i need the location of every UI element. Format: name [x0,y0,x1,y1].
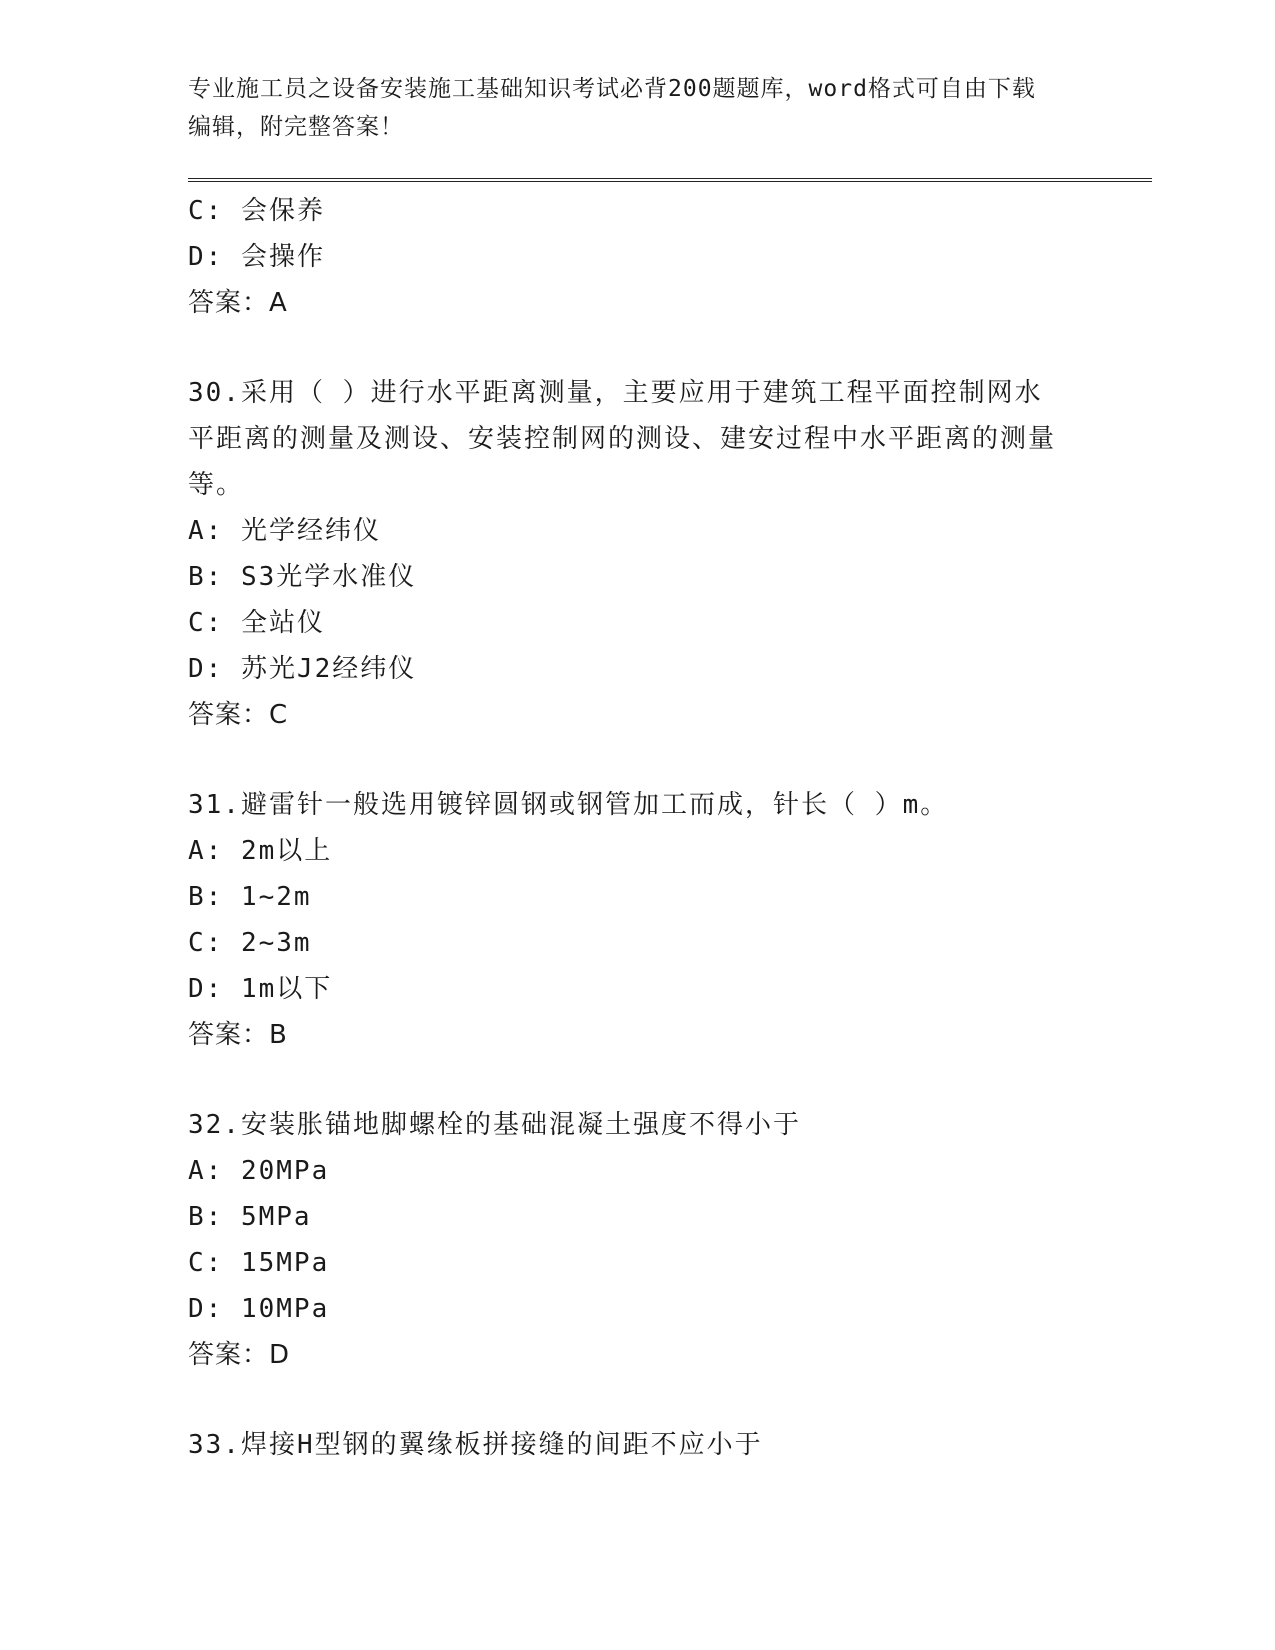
question-31 [188,782,1068,1058]
option-c: C: 会保养 [188,196,325,226]
header-divider [188,178,1152,182]
spacer [188,738,1068,782]
question-text: 33.焊接H型钢的翼缘板拼接缝的间距不应小于 [188,1430,763,1460]
question-list [188,188,1068,1468]
answer: 答案：A [188,288,288,318]
document-header [188,70,1088,146]
spacer [188,1378,1068,1422]
question-29-tail [188,188,1068,326]
question-text: 31.避雷针一般选用镀锌圆钢或钢管加工而成，针长（ ）m。 [188,790,949,820]
option-a: A: 20MPa [188,1156,330,1186]
answer: 答案：B [188,1020,288,1050]
option-c: C: 全站仪 [188,608,325,638]
option-a: A: 2m以上 [188,836,333,866]
option-a: A: 光学经纬仪 [188,516,381,546]
option-c: C: 15MPa [188,1248,330,1278]
question-33 [188,1422,1068,1468]
option-b: B: 1~2m [188,882,312,912]
answer: 答案：D [188,1340,291,1370]
option-d: D: 1m以下 [188,974,333,1004]
question-text: 32.安装胀锚地脚螺栓的基础混凝土强度不得小于 [188,1110,801,1140]
option-d: D: 苏光J2经纬仪 [188,654,417,684]
option-b: B: 5MPa [188,1202,312,1232]
option-d: D: 10MPa [188,1294,330,1324]
option-d: D: 会操作 [188,242,325,272]
question-text: 30.采用（ ）进行水平距离测量，主要应用于建筑工程平面控制网水平距离的测量及测设、安装控制网的测设、建安过程中水平距离的测量等。 [188,378,1057,500]
spacer [188,1058,1068,1102]
header-title-line-1: 专业施工员之设备安装施工基础知识考试必背200题题库，word格式可自由下载 [188,76,1036,102]
option-b: B: S3光学水准仪 [188,562,417,592]
header-title-line-2: 编辑，附完整答案！ [188,114,404,140]
question-30 [188,370,1068,738]
option-c: C: 2~3m [188,928,312,958]
spacer [188,326,1068,370]
question-32 [188,1102,1068,1378]
answer: 答案：C [188,700,289,730]
